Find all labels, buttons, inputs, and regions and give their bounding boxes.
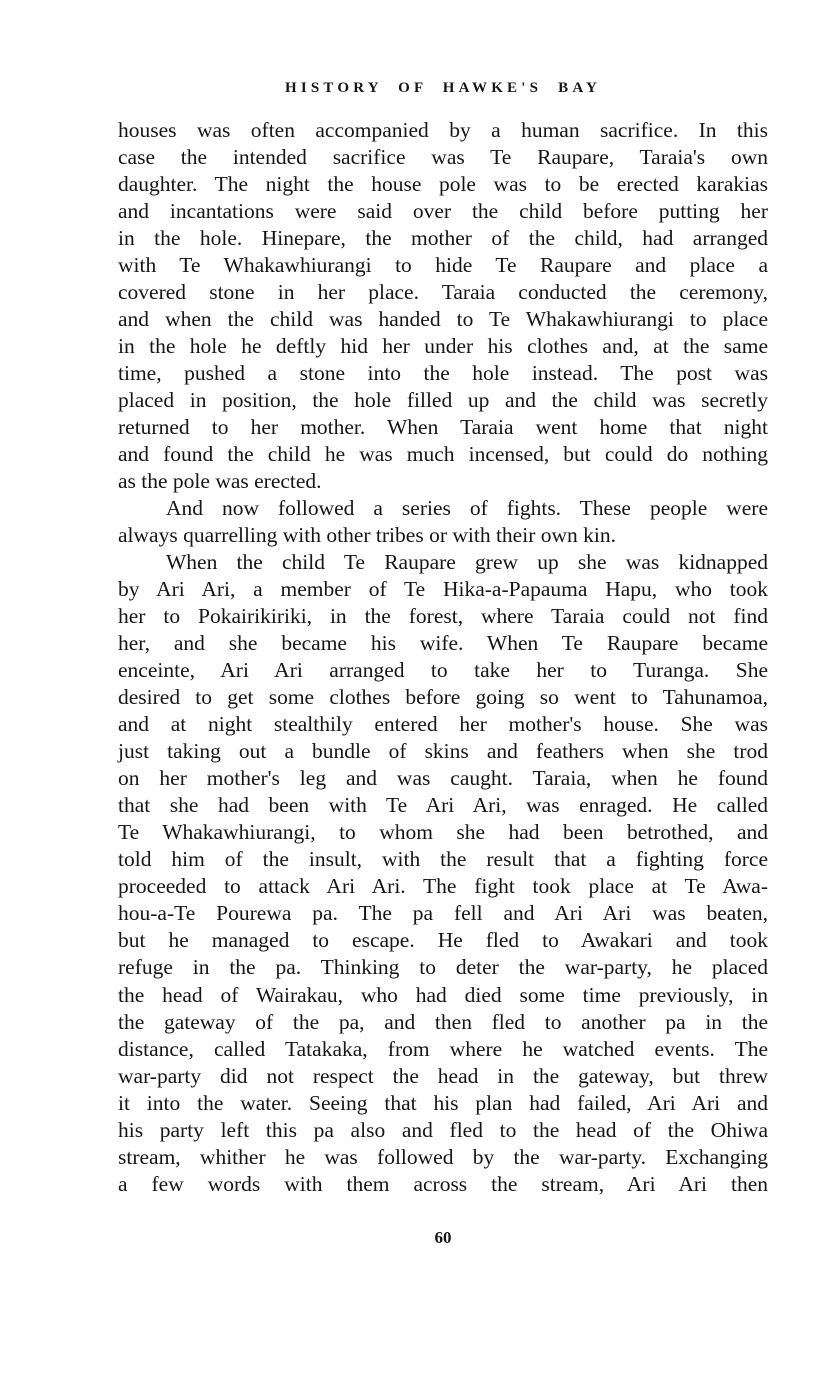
text-line: placed in position, the hole filled up and the child was secretly (118, 388, 768, 413)
text-line: but he managed to escape. He fled to Awakari and took (118, 928, 768, 953)
text-line: and at night stealthily entered her mother's house. She was (118, 712, 768, 737)
text-line: houses was often accompanied by a human sacrifice. In this (118, 118, 768, 142)
text-line: daughter. The night the house pole was to be erected karakias (118, 172, 768, 197)
text-line: Te Whakawhiurangi, to whom she had been betrothed, and (118, 820, 768, 845)
text-line: and incantations were said over the child before putting her (118, 199, 768, 224)
text-line: desired to get some clothes before going so went to Tahunamoa, (118, 685, 768, 710)
text-line: And now followed a series of fights. These people were (166, 496, 768, 521)
text-line: refuge in the pa. Thinking to deter the war-party, he placed (118, 955, 768, 980)
text-line: always quarrelling with other tribes or with their own kin. (118, 523, 616, 548)
text-line: and found the child he was much incensed, but could do nothing (118, 442, 768, 467)
text-line: covered stone in her place. Taraia conducted the ceremony, (118, 280, 768, 305)
text-line: in the hole. Hinepare, the mother of the child, had arranged (118, 226, 768, 251)
text-line: and when the child was handed to Te Whakawhiurangi to place (118, 307, 768, 332)
text-line: as the pole was erected. (118, 469, 322, 494)
text-line: her, and she became his wife. When Te Raupare became (118, 631, 768, 656)
text-line: proceeded to attack Ari Ari. The fight took place at Te Awa- (118, 874, 768, 899)
text-line: told him of the insult, with the result that a fighting force (118, 847, 768, 872)
text-line: by Ari Ari, a member of Te Hika-a-Papauma Hapu, who took (118, 577, 768, 602)
text-line: a few words with them across the stream, Ari Ari then (118, 1171, 768, 1196)
text-line: When the child Te Raupare grew up she was kidnapped (166, 550, 768, 575)
text-line: his party left this pa also and fled to the head of the Ohiwa (118, 1117, 768, 1142)
text-line: in the hole he deftly hid her under his clothes and, at the same (118, 334, 768, 359)
text-line: that she had been with Te Ari Ari, was enraged. He called (118, 793, 768, 818)
text-line: case the intended sacrifice was Te Raupare, Taraia's own (118, 145, 768, 170)
text-line: just taking out a bundle of skins and feathers when she trod (118, 739, 768, 764)
text-line: with Te Whakawhiurangi to hide Te Raupare and place a (118, 253, 768, 278)
text-line: on her mother's leg and was caught. Taraia, when he found (118, 766, 768, 791)
running-head-title: HISTORY OF HAWKE'S BAY (284, 80, 602, 96)
text-line: enceinte, Ari Ari arranged to take her to Turanga. She (118, 658, 768, 683)
text-line: the head of Wairakau, who had died some time previously, in (118, 982, 768, 1007)
text-line: time, pushed a stone into the hole instead. The post was (118, 361, 768, 386)
body-text (118, 117, 768, 1198)
text-line: war-party did not respect the head in the gateway, but threw (118, 1063, 768, 1088)
text-line: distance, called Tatakaka, from where he watched events. The (118, 1036, 768, 1061)
text-line: hou-a-Te Pourewa pa. The pa fell and Ari Ari was beaten, (118, 901, 768, 926)
text-line: stream, whither he was followed by the war-party. Exchanging (118, 1144, 768, 1169)
page-number: 60 (434, 1228, 452, 1247)
text-line: her to Pokairikiriki, in the forest, where Taraia could not find (118, 604, 768, 629)
text-line: it into the water. Seeing that his plan had failed, Ari Ari and (118, 1090, 768, 1115)
text-line: returned to her mother. When Taraia went home that night (118, 415, 768, 440)
text-line: the gateway of the pa, and then fled to another pa in the (118, 1009, 768, 1034)
